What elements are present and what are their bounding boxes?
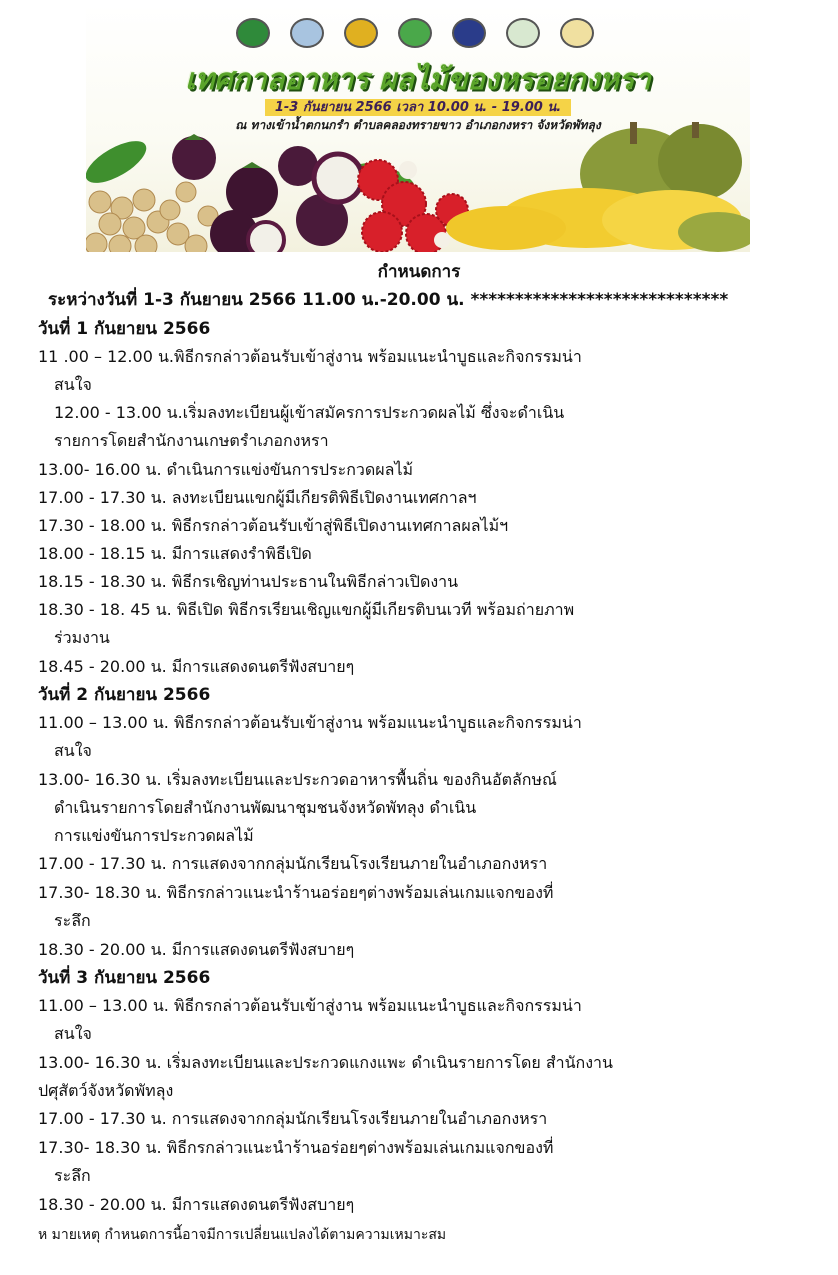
day-heading: วันที่ 2 กันยายน 2566	[38, 685, 211, 705]
schedule-item: 18.30 - 20.00 น. มีการแสดงดนตรีฟังสบายๆ	[38, 1195, 355, 1214]
day-heading: วันที่ 1 กันยายน 2566	[38, 319, 211, 339]
schedule-item: 17.00 - 17.30 น. ลงทะเบียนแขกผู้มีเกียรติพิธีเปิดงานเทศกาลฯ	[38, 488, 477, 507]
schedule-item: 12.00 - 13.00 น.เริ่มลงทะเบียนผู้เข้าสมัครการประกวดผลไม้ ซึ่งจะดำเนิน	[54, 403, 565, 422]
schedule-item: 17.00 - 17.30 น. การแสดงจากกลุ่มนักเรียนโรงเรียนภายในอำเภอกงหรา	[38, 854, 548, 873]
schedule-item-continuation: ดำเนินรายการโดยสำนักงานพัฒนาชุมชนจังหวัดพัทลุง ดำเนิน	[54, 798, 477, 817]
schedule-item-continuation: การแข่งขันการประกวดผลไม้	[54, 826, 254, 845]
schedule-item: 17.00 - 17.30 น. การแสดงจากกลุ่มนักเรียนโรงเรียนภายในอำเภอกงหรา	[38, 1109, 548, 1128]
schedule-title: กำหนดการ	[377, 262, 461, 282]
schedule-item-continuation: ปศุสัตว์จังหวัดพัทลุง	[38, 1081, 174, 1100]
sponsor-logos	[236, 18, 606, 52]
schedule-note: ห มายเหตุ กำหนดการนี้อาจมีการเปลี่ยนแปลงได้ตามความเหมาะสม	[38, 1227, 447, 1243]
banner-title: เทศกาลอาหาร ผลไม้ของหรอยกงหรา	[185, 62, 651, 96]
schedule-item-continuation: สนใจ	[54, 741, 92, 760]
schedule-item-continuation: รายการโดยสำนักงานเกษตรำเภอกงหรา	[54, 431, 329, 450]
schedule-item: 11.00 – 13.00 น. พิธีกรกล่าวต้อนรับเข้าสู่งาน พร้อมแนะนำบูธและกิจกรรมน่า	[38, 713, 582, 732]
schedule-item-continuation: ระลึก	[54, 911, 91, 930]
banner-date-text: 1-3 กันยายน 2566 เวลา 10.00 น. - 19.00 น.	[265, 99, 571, 116]
schedule-item: 17.30 - 18.00 น. พิธีกรกล่าวต้อนรับเข้าสู่พิธีเปิดงานเทศกาลผลไม้ฯ	[38, 516, 509, 535]
schedule-item: 13.00- 16.00 น. ดำเนินการแข่งขันการประกวดผลไม้	[38, 460, 414, 479]
logo-icon	[290, 18, 324, 48]
logo-icon	[236, 18, 270, 48]
schedule-item: 11.00 – 13.00 น. พิธีกรกล่าวต้อนรับเข้าสู่งาน พร้อมแนะนำบูธและกิจกรรมน่า	[38, 996, 582, 1015]
schedule-item: 18.00 - 18.15 น. มีการแสดงรำพิธีเปิด	[38, 544, 312, 563]
schedule-item: 11 .00 – 12.00 น.พิธีกรกล่าวต้อนรับเข้าสู่งาน พร้อมแนะนำบูธและกิจกรรมน่า	[38, 347, 582, 366]
schedule-item: 18.45 - 20.00 น. มีการแสดงดนตรีฟังสบายๆ	[38, 657, 355, 676]
schedule-item: 18.30 - 20.00 น. มีการแสดงดนตรีฟังสบายๆ	[38, 940, 355, 959]
logo-icon	[452, 18, 486, 48]
schedule-item: 18.30 - 18. 45 น. พิธีเปิด พิธีกรเรียนเชิญแขกผู้มีเกียรติบนเวที พร้อมถ่ายภาพ	[38, 600, 575, 619]
schedule-item-continuation: สนใจ	[54, 1024, 92, 1043]
schedule-item: 18.15 - 18.30 น. พิธีกรเชิญท่านประธานในพิธีกล่าวเปิดงาน	[38, 572, 459, 591]
schedule-item: 13.00- 16.30 น. เริ่มลงทะเบียนและประกวดแกงแพะ ดำเนินรายการโดย สำนักงาน	[38, 1053, 613, 1072]
schedule-item-continuation: สนใจ	[54, 375, 92, 394]
event-banner	[86, 4, 750, 252]
logo-icon	[506, 18, 540, 48]
schedule-item: 17.30- 18.30 น. พิธีกรกล่าวแนะนำร้านอร่อยๆต่างพร้อมเล่นเกมแจกของที่	[38, 1138, 554, 1157]
banner-date	[86, 96, 750, 117]
banner-venue: ณ ทางเข้าน้ำตกนกรำ ตำบลคลองทรายขาว อำเภอกงหรา จังหวัดพัทลุง	[235, 118, 601, 132]
logo-icon	[560, 18, 594, 48]
schedule-item-continuation: ร่วมงาน	[54, 628, 110, 647]
schedule-item: 17.30- 18.30 น. พิธีกรกล่าวแนะนำร้านอร่อยๆต่างพร้อมเล่นเกมแจกของที่	[38, 883, 554, 902]
schedule-item: 13.00- 16.30 น. เริ่มลงทะเบียนและประกวดอาหารพื้นถิ่น ของกินอัตลักษณ์	[38, 770, 557, 789]
fruit-illustration	[86, 122, 750, 252]
logo-icon	[344, 18, 378, 48]
day-heading: วันที่ 3 กันยายน 2566	[38, 968, 211, 988]
logo-icon	[398, 18, 432, 48]
schedule-item-continuation: ระลึก	[54, 1166, 91, 1185]
schedule-subtitle: ระหว่างวันที่ 1-3 กันยายน 2566 11.00 น.-20.00 น. *****************************	[48, 290, 729, 310]
